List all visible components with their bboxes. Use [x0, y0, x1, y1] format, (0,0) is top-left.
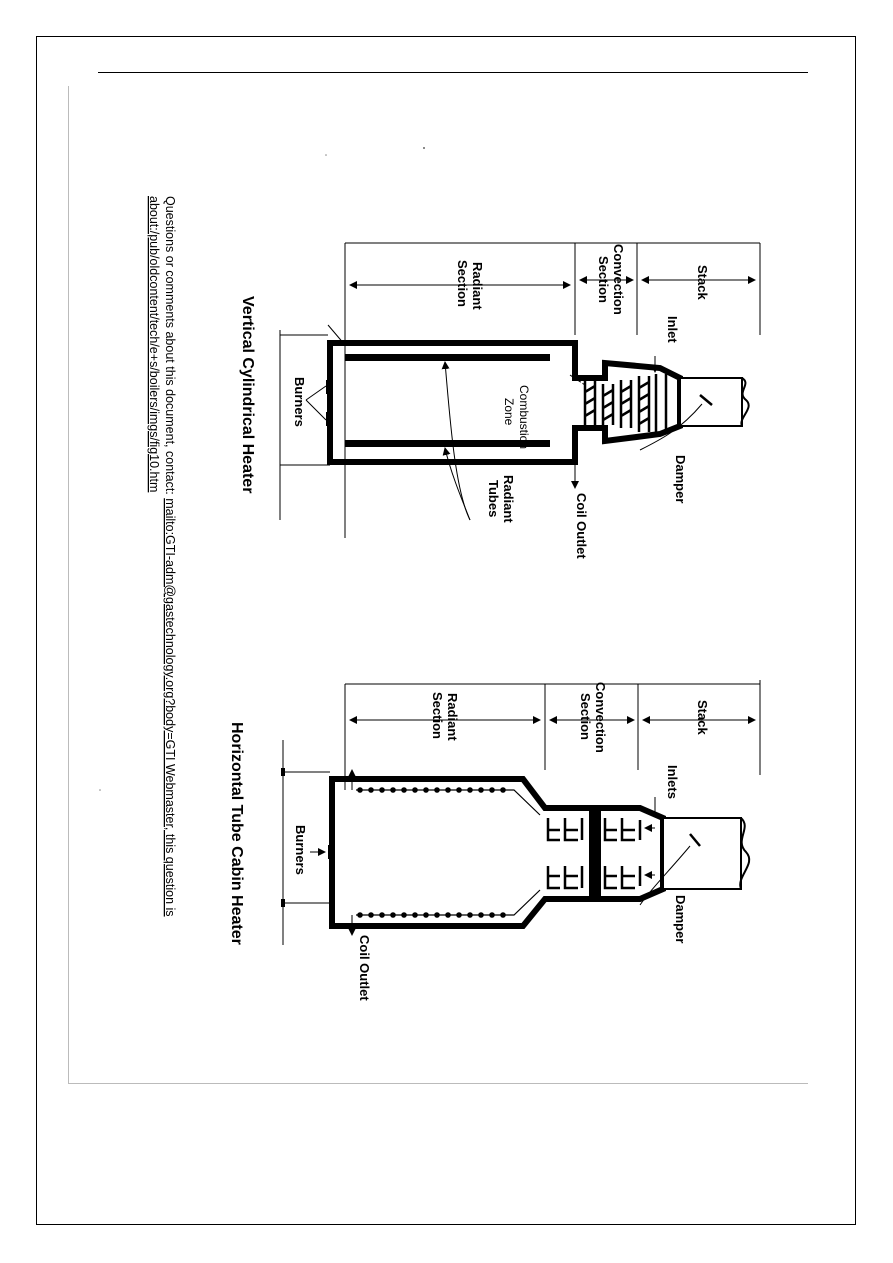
- v-combustion-label-2: Zone: [502, 398, 516, 426]
- vertical-heater: [239, 243, 760, 559]
- tube-dot: [358, 788, 363, 793]
- h-stack: [663, 818, 741, 889]
- tube-dot: [369, 788, 374, 793]
- h-heater-casing: [332, 779, 592, 926]
- tube-dot: [490, 788, 495, 793]
- v-stack: [680, 378, 742, 426]
- footer-contact: [147, 196, 177, 917]
- tube-dot: [435, 913, 440, 918]
- v-burner-2: [326, 412, 332, 426]
- h-burner: [328, 845, 334, 859]
- tube-dot: [380, 913, 385, 918]
- tube-dot: [457, 788, 462, 793]
- tube-dot: [413, 913, 418, 918]
- v-convection-label-1: Convection: [611, 244, 626, 315]
- tube-dot: [446, 913, 451, 918]
- v-radiant-label-2: Section: [455, 260, 470, 307]
- h-convection-casing: [598, 808, 663, 899]
- tube-dot: [479, 913, 484, 918]
- h-inlets-label: Inlets: [665, 765, 680, 799]
- tube-dot: [468, 913, 473, 918]
- tube-dot: [391, 913, 396, 918]
- v-radiant-tubes-label-1: Radiant: [501, 475, 516, 523]
- footer-prefix: Questions or comments about this document, contact:: [163, 196, 177, 499]
- tube-dot: [424, 913, 429, 918]
- horizontal-heater: [228, 680, 760, 1001]
- h-radiant-tubes: [356, 788, 540, 918]
- footer-mailto-link[interactable]: mailto:GTI-adm@gastechnology.org?body=GTI Webmaster, this question is: [163, 498, 177, 917]
- h-heater-title: Horizontal Tube Cabin Heater: [228, 722, 245, 945]
- tube-dot: [402, 913, 407, 918]
- tube-dot: [501, 913, 506, 918]
- h-convection-label-2: Section: [578, 693, 593, 740]
- v-burner-1: [326, 380, 332, 394]
- tube-dot: [358, 913, 363, 918]
- v-combustion-label-1: Combustion: [517, 385, 531, 450]
- v-stack-label: Stack: [695, 265, 710, 300]
- v-burners-label: Burners: [292, 377, 307, 427]
- h-radiant-label-1: Radiant: [445, 693, 460, 741]
- h-burners-label: Burners: [293, 825, 308, 875]
- v-radiant-label-1: Radiant: [470, 262, 485, 310]
- v-radiant-tubes-label-2: Tubes: [486, 480, 501, 518]
- tube-dot: [369, 913, 374, 918]
- v-convection-coil: [585, 374, 666, 432]
- tube-dot: [468, 788, 473, 793]
- h-radiant-label-2: Section: [430, 692, 445, 739]
- tube-dot: [457, 913, 462, 918]
- h-convection-label-1: Convection: [593, 682, 608, 753]
- tube-dot: [479, 788, 484, 793]
- tube-dot: [501, 788, 506, 793]
- v-convection-label-2: Section: [596, 256, 611, 303]
- v-heater-title: Vertical Cylindrical Heater: [239, 296, 256, 494]
- footer-line-1: [163, 196, 177, 917]
- v-inlet-label: Inlet: [665, 316, 680, 343]
- tube-dot: [424, 788, 429, 793]
- h-damper-label: Damper: [673, 895, 688, 944]
- tube-dot: [380, 788, 385, 793]
- h-coil-outlet-label: Coil Outlet: [357, 935, 372, 1001]
- tube-dot: [435, 788, 440, 793]
- v-radiant-tube-left: [345, 354, 550, 361]
- h-stack-label: Stack: [695, 700, 710, 735]
- tube-dot: [413, 788, 418, 793]
- tube-dot: [402, 788, 407, 793]
- footer-about-link[interactable]: about:/pub/oldcontent/tech/e+s/boilers/imgs/fig10.htm: [147, 196, 161, 493]
- tube-dot: [446, 788, 451, 793]
- v-coil-outlet-label: Coil Outlet: [574, 493, 589, 559]
- tube-dot: [490, 913, 495, 918]
- v-damper-label: Damper: [673, 455, 688, 504]
- tube-dot: [391, 788, 396, 793]
